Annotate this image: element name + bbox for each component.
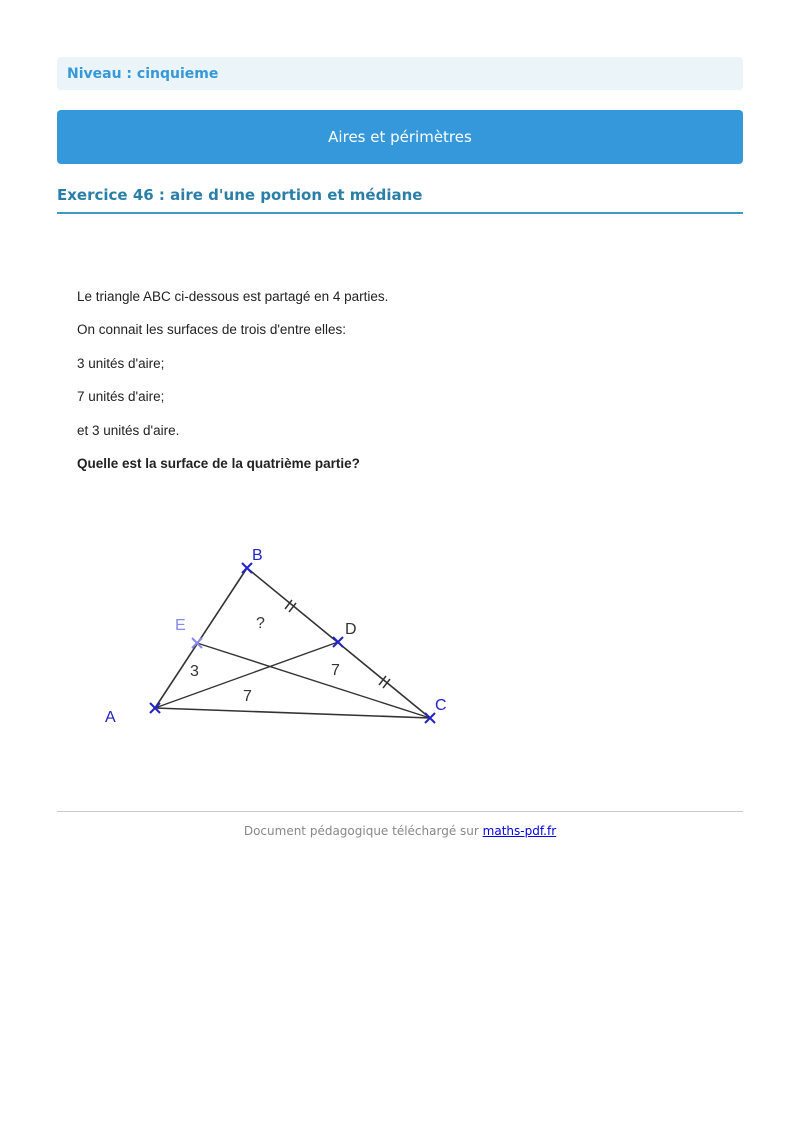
- region-right-label: 7: [331, 662, 340, 679]
- point-b-label: B: [252, 547, 263, 564]
- footer-text: Document pédagogique téléchargé sur: [243, 824, 479, 838]
- point-e-mark: [192, 638, 202, 648]
- point-d-mark: [333, 637, 343, 647]
- exercise-title-text: Exercice 46 : aire d'une portion et médiane: [57, 186, 423, 204]
- level-label: Niveau : cinquieme: [67, 65, 219, 82]
- footer-divider: [57, 811, 743, 812]
- statement-line: 3 unités d'aire;: [77, 355, 165, 371]
- statement-line: On connait les surfaces de trois d'entre elles:: [77, 322, 346, 338]
- statement-line: et 3 unités d'aire.: [77, 422, 180, 438]
- footer-link[interactable]: maths-pdf.fr: [482, 824, 557, 838]
- point-c-label: C: [435, 697, 447, 714]
- region-top-label: ?: [256, 615, 265, 632]
- footer: [57, 824, 743, 838]
- region-left-label: 3: [190, 663, 199, 680]
- point-d-label: D: [345, 621, 357, 638]
- point-a-label: A: [105, 709, 116, 726]
- side-ac: [155, 708, 430, 718]
- question-line: Quelle est la surface de la quatrième partie?: [77, 455, 360, 471]
- region-bottom-label: 7: [243, 688, 252, 705]
- statement-line: Le triangle ABC ci-dessous est partagé en 4 parties.: [77, 289, 389, 304]
- triangle-figure: [95, 540, 475, 730]
- triangle-diagram: [95, 540, 475, 730]
- tick-marks-bd: [285, 600, 296, 612]
- level-box: [57, 57, 743, 90]
- exercise-statement: [77, 285, 677, 485]
- exercise-title: [57, 184, 743, 214]
- topic-title: Aires et périmètres: [328, 128, 472, 146]
- point-b-mark: [242, 563, 252, 573]
- point-e-label: E: [175, 617, 186, 634]
- statement-line: 7 unités d'aire;: [77, 389, 165, 405]
- topic-banner: [57, 110, 743, 164]
